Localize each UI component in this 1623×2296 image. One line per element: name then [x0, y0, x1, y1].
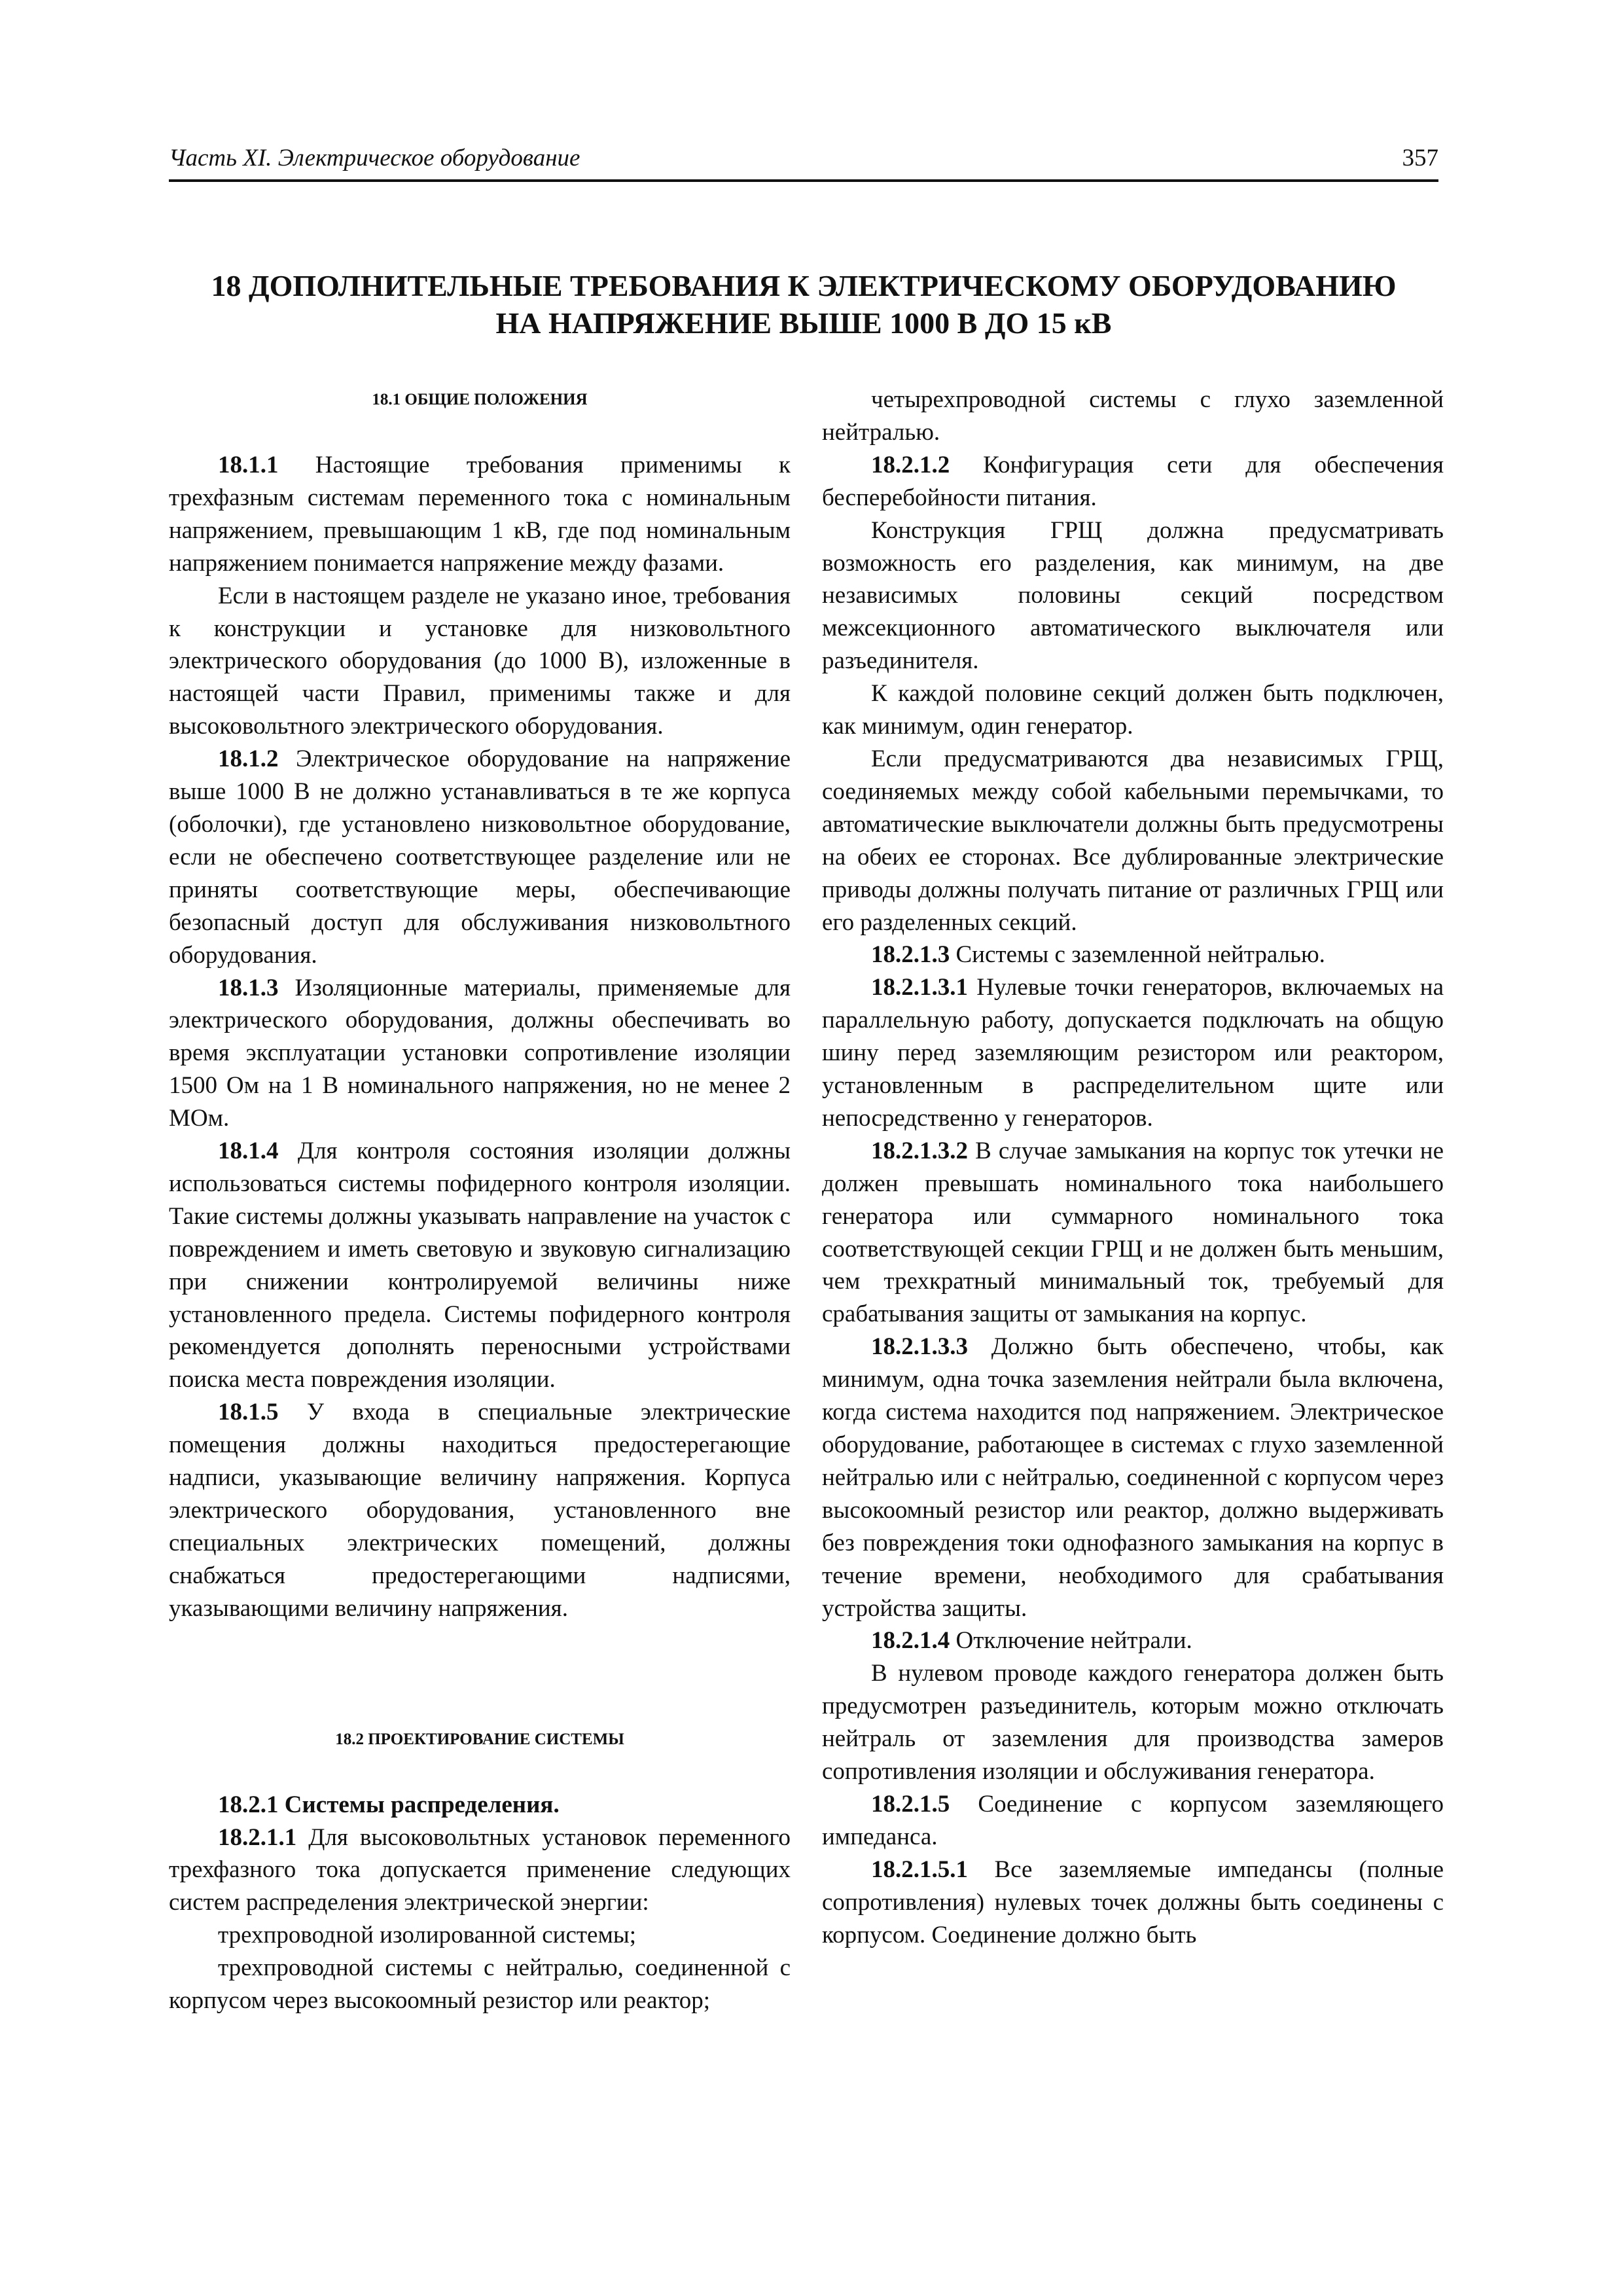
- list-item: трехпроводной системы с нейтралью, соединенной с корпусом через высокоомный резистор или реактор;: [169, 1954, 791, 2015]
- paragraph-18-2-1-1: [169, 1821, 791, 1920]
- clause-text: Изоляционные материалы, применяемые для электрического оборудования, должны обеспечивать во время эксплуатации установки сопротивление изоляции 1500 Ом на 1 В номинального напряжения, но не менее 2 МОм.: [169, 974, 791, 1132]
- chapter-title: [169, 267, 1438, 342]
- paragraph-18-1-1: [169, 449, 791, 580]
- section-heading-18-1: 18.1 ОБЩИЕ ПОЛОЖЕНИЯ: [372, 391, 588, 408]
- clause-number: 18.2.1.5.1: [871, 1856, 968, 1883]
- paragraph-18-1-5: [169, 1396, 791, 1624]
- paragraph-18-1-4: [169, 1135, 791, 1396]
- clause-number: 18.2.1.3.1: [871, 974, 968, 1001]
- clause-text: Для высоковольтных установок переменного трехфазного тока допускается применение следующих систем распределения электрической энергии:: [169, 1823, 791, 1916]
- clause-number: 18.2.1.3.3: [871, 1333, 968, 1361]
- running-header: [169, 143, 1438, 182]
- clause-number: 18.2.1.4: [871, 1627, 950, 1655]
- paragraph-18-2-1-3-2: [822, 1135, 1444, 1331]
- clause-text: Нулевые точки генераторов, включаемых на параллельную работу, допускается подключать на общую шину перед заземляющим резистором или реактором, установленным в распределительном щите или непосредственно у генераторов.: [822, 974, 1444, 1132]
- paragraph: Конструкция ГРЩ должна предусматривать возможность его разделения, как минимум, на две независимых половины секций посредством межсекционного автоматического выключателя или разъединителя.: [822, 516, 1444, 675]
- paragraph-18-2-1-3: [822, 939, 1444, 971]
- clause-text: У входа в специальные электрические помещения должны находиться предостерегающие надписи, указывающие величину напряжения. Корпуса электрического оборудования, установленного вне специальных электрических помещений, должны снабжаться предостерегающими надписями, указывающими величину напряжения.: [169, 1399, 791, 1622]
- subsection-title-text: 18.2.1 Системы распределения.: [218, 1791, 560, 1818]
- page-number: 357: [1402, 145, 1438, 171]
- clause-number: 18.1.4: [218, 1138, 279, 1165]
- paragraph: В нулевом проводе каждого генератора должен быть предусмотрен разъединитель, которым можно отключать нейтраль от заземления для производства замеров сопротивления изоляции и обслуживания генератора.: [822, 1660, 1444, 1785]
- paragraph: К каждой половине секций должен быть подключен, как минимум, один генератор.: [822, 680, 1444, 740]
- paragraph-18-2-1-3-3: [822, 1331, 1444, 1624]
- clause-text: Настоящие требования применимы к трехфазным системам переменного тока с номинальным напряжением, превышающим 1 кВ, где под номинальным напряжением понимается напряжение между фазами.: [169, 452, 791, 577]
- clause-number: 18.2.1.1: [218, 1823, 297, 1851]
- clause-number: 18.1.5: [218, 1399, 279, 1426]
- clause-text: Электрическое оборудование на напряжение выше 1000 В не должно устанавливаться в те же корпуса (оболочки), где установлено низковольтное оборудование, если не обеспечено соответствующее разделение или не приняты соответствующие меры, обеспечивающие безопасный доступ для обслуживания низковольтного оборудования.: [169, 745, 791, 969]
- list-item: трехпроводной изолированной системы;: [218, 1922, 637, 1949]
- section-heading-18-2: 18.2 ПРОЕКТИРОВАНИЕ СИСТЕМЫ: [335, 1730, 624, 1748]
- paragraph-18-1-2: [169, 743, 791, 971]
- clause-text: Системы с заземленной нейтралью.: [950, 941, 1325, 969]
- chapter-title-line-1: 18 ДОПОЛНИТЕЛЬНЫЕ ТРЕБОВАНИЯ К ЭЛЕКТРИЧЕСКОМУ ОБОРУДОВАНИЮ: [211, 269, 1397, 302]
- clause-text: Для контроля состояния изоляции должны использоваться системы пофидерного контроля изоляции. Такие системы должны указывать направление на участок с повреждением и иметь световую и звуковую сигнализацию при снижении контролируемой величины ниже установленного предела. Системы пофидерного контроля рекомендуется дополнять переносными устройствами поиска места повреждения изоляции.: [169, 1138, 791, 1393]
- chapter-title-line-2: НА НАПРЯЖЕНИЕ ВЫШЕ 1000 В ДО 15 кВ: [495, 306, 1112, 340]
- clause-text: Конфигурация сети для обеспечения бесперебойности питания.: [822, 451, 1444, 511]
- clause-text: Соединение с корпусом заземляющего импеданса.: [822, 1790, 1444, 1850]
- clause-number: 18.1.3: [218, 974, 279, 1001]
- clause-text: Отключение нейтрали.: [950, 1627, 1192, 1655]
- paragraph-18-2-1-3-1: [822, 971, 1444, 1135]
- paragraph-18-2-1-5: [822, 1788, 1444, 1854]
- clause-text: Все заземляемые импедансы (полные сопротивления) нулевых точек должны быть соединены с корпусом. Соединение должно быть: [822, 1856, 1444, 1948]
- paragraph-18-2-1-2: [822, 449, 1444, 514]
- clause-number: 18.1.2: [218, 745, 279, 773]
- clause-text: В случае замыкания на корпус ток утечки не должен превышать номинального тока наибольшего генератора или суммарного номинального тока соответствующей секции ГРЩ и не должен быть меньшим, чем трехкратный минимальный ток, требуемый для срабатывания защиты от замыкания на корпус.: [822, 1137, 1444, 1328]
- paragraph-18-2-1-4: [822, 1624, 1444, 1657]
- right-column: [822, 384, 1444, 1952]
- paragraph-18-1-3: [169, 972, 791, 1136]
- clause-number: 18.2.1.3.2: [871, 1137, 968, 1164]
- clause-number: 18.1.1: [218, 452, 279, 478]
- clause-number: 18.2.1.3: [871, 941, 950, 969]
- clause-text: Должно быть обеспечено, чтобы, как минимум, одна точка заземления нейтрали была включена, когда система находится под напряжением. Электрическое оборудование, работающее в системах с глухо заземленной нейтралью или с нейтралью, соединенной с корпусом через высокоомный резистор или реактор, должно выдерживать без повреждения токи однофазного замыкания на корпус в течение времени, необходимого для срабатывания устройства защиты.: [822, 1333, 1444, 1622]
- paragraph-18-2-1-5-1: [822, 1854, 1444, 1952]
- paragraph: Если в настоящем разделе не указано иное, требования к конструкции и установке для низковольтного электрического оборудования (до 1000 В), изложенные в настоящей части Правил, применимы также и для высоковольтного электрического оборудования.: [169, 582, 791, 740]
- list-item: четырехпроводной системы с глухо заземленной нейтралью.: [822, 386, 1444, 446]
- clause-number: 18.2.1.5: [871, 1790, 950, 1818]
- clause-number: 18.2.1.2: [871, 451, 950, 478]
- left-column: [169, 384, 791, 2017]
- subsection-title-18-2-1: [169, 1789, 791, 1821]
- paragraph: Если предусматриваются два независимых ГРЩ, соединяемых между собой кабельными перемычками, то автоматические выключатели должны быть предусмотрены на обеих ее сторонах. Все дублированные электрические приводы должны получать питание от различных ГРЩ или его разделенных секций.: [822, 745, 1444, 936]
- running-header-part: Часть XI. Электрическое оборудование: [169, 145, 580, 171]
